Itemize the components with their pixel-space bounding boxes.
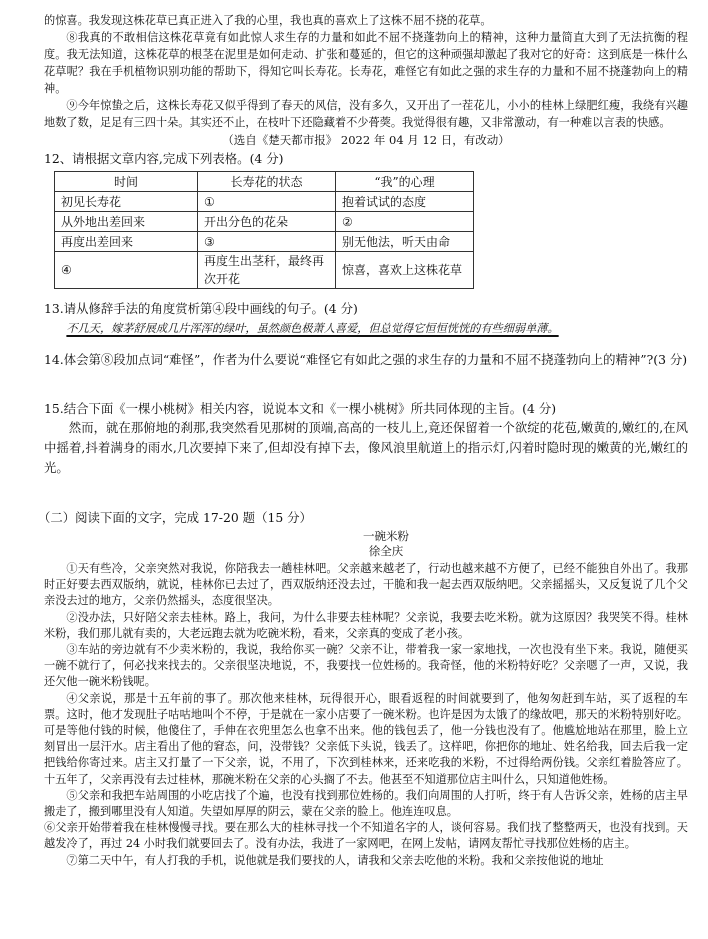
- table-cell: ④: [55, 252, 198, 289]
- article-paragraph: ⑦第二天中午，有人打我的手机，说他就是我们要找的人，请我和父亲去吃他的米粉。我和父亲按他说的地址: [66, 853, 604, 867]
- table-header-cell: 长寿花的状态: [198, 172, 336, 192]
- question-12-prompt: 12、请根据文章内容,完成下列表格。(4 分): [44, 151, 284, 166]
- article-paragraph: ②没办法，只好陪父亲去桂林。路上，我问，为什么非要去桂林呢？父亲说，我要去吃米粉。就为这原因？我哭笑不得。桂林米粉，我们那儿就有卖的，大老远跑去就为吃碗米粉，看来，父亲真的变成了老小孩。: [44, 610, 688, 640]
- source-citation: （选自《楚天都市报》 2022 年 04 月 12 日，有改动）: [222, 133, 510, 147]
- table-cell: 再度出差回来: [55, 232, 198, 252]
- article-title: 一碗米粉: [363, 529, 409, 543]
- table-header-cell: “我”的心理: [336, 172, 474, 192]
- table-cell: ②: [336, 212, 474, 232]
- table-cell: 初见长寿花: [55, 192, 198, 212]
- article-paragraph: ③车站的旁边就有不少卖米粉的，我说，我给你买一碗？父亲不让，带着我一家一家地找，一次也没有坐下来。我说，随便买一碗不就行了，何必找来找去的。父亲很坚决地说，不，我要找一位姓杨的。我奇怪，他的米粉特好吃？父亲嗯了一声，又说，我还欠他一碗米粉钱呢。: [44, 643, 688, 689]
- table-cell: 从外地出差回来: [55, 212, 198, 232]
- table-cell: 再度生出茎秆，最终再次开花: [198, 252, 336, 289]
- table-row: [55, 232, 474, 252]
- table-cell: 开出分色的花朵: [198, 212, 336, 232]
- question-14-prompt: 14.体会第⑧段加点词“难怪”，作者为什么要说“难怪它有如此之强的求生存的力量和不屈不挠蓬勃向上的精神”?(3 分): [44, 352, 688, 367]
- table-cell: 抱着试试的态度: [336, 192, 474, 212]
- continued-paragraph: 的惊喜。我发现这株花草已真正进入了我的心里，我也真的喜欢上了这株不屈不挠的花草。: [44, 14, 492, 27]
- table-cell: 别无他法，听天由命: [336, 232, 474, 252]
- article-paragraph: ④父亲说，那是十五年前的事了。那次他来桂林，玩得很开心，眼看返程的时间就要到了，他匆匆赶到车站，买了返程的车票。这时，他才发现肚子咕咕地叫个不停，于是就在一家小店要了一碗米粉。也许是因为太饿了的缘故吧，那天的米粉特别好吃。可是等他付钱的时候，他傻住了，手伸在衣兜里怎么也拿不出来。他的钱包丢了，他一分钱也没有了。他尴尬地站在那里，脸上立刻冒出一层汗水。店主看出了他的窘态，问，没带钱？父亲低下头说，钱丢了。这样吧，你把你的地址、姓名给我，回去后我一定把钱给你寄过来。店主又打量了一下父亲，说，不用了，下次到桂林来，还来吃我的米粉，不过得给两份钱。父亲红着脸答应了。十五年了，父亲再没有去过桂林，那碗米粉在父亲的心头搁了不去。他甚至不知道那位店主叫什么，只知道他姓杨。: [44, 691, 688, 786]
- section-2-heading: （二）阅读下面的文字，完成 17-20 题（15 分）: [38, 510, 312, 525]
- table-cell: 惊喜，喜欢上这株花草: [336, 252, 474, 289]
- paragraph-8: ⑧我真的不敢相信这株花草竟有如此惊人求生存的力量和如此不屈不挠蓬勃向上的精神，这种力量简直大到了无法抗衡的程度。我无法知道，这株花草的根茎在泥里是如何走动、扩张和蔓延的，但它的这种顽强却激起了我对它的好奇：这到底是一株什么花草呢？我在手机植物识别功能的帮助下，得知它叫长寿花。长寿花，难怪它有如此之强的求生存的力量和不屈不挠蓬勃向上的精神。: [44, 31, 688, 95]
- article-paragraph: ⑤父亲和我把车站周围的小吃店找了个遍，也没有找到那位姓杨的。我们向周围的人打听，终于有人告诉父亲，姓杨的店主早搬走了，搬到哪里没有人知道。失望如厚厚的阴云，蒙在父亲的脸上。他连连叹息。: [44, 788, 688, 819]
- underlined-sentence: 不几天，嫁茅舒展成几片浑浑的绿叶，虽然颜色极萧人喜爱，但总觉得它恒恒恍恍的有些细弱单薄。: [66, 322, 559, 335]
- article-body: [44, 561, 688, 869]
- question-15-prompt: 15.结合下面《一棵小桃树》相关内容，说说本文和《一棵小桃树》所共同体现的主旨。(4 分): [44, 401, 557, 416]
- paragraph-9: ⑨今年惊蛰之后，这株长寿花又似乎得到了春天的风信，没有多久，又开出了一茬花儿，小小的桂林上绿肥红瘦，我绕有兴趣地数了数，足足有三四十朵。其实还不止，在枝叶下还隐藏着不少蓇葖。我觉得很有趣，又非常激动，有一种难以言表的快感。: [44, 99, 688, 129]
- table-cell: ③: [198, 232, 336, 252]
- table-row: [55, 212, 474, 232]
- table-header-cell: 时间: [55, 172, 198, 192]
- article-paragraph: ①天有些冷，父亲突然对我说，你陪我去一趟桂林吧。父亲越来越老了，行动也越来越不方便了，已经不能独自外出了。我那时正好要去西双版纳，就说，桂林你已去过了，西双版纳还没去过，干脆和我一起去西双版纳吧。父亲摇摇头，又反复说了几个父亲没去过的地方，父亲仍然摇头，态度很坚决。: [44, 562, 688, 608]
- article-author: 徐全庆: [368, 544, 404, 558]
- table-row: [55, 252, 474, 289]
- excerpt-passage: 然而，就在那俯地的刹那,我突然看见那树的顶端,高高的一枝儿上,竟还保留着一个欲绽的花苞,嫩黄的,嫩红的,在风中摇着,抖着满身的雨水,几次要掉下来了,但却没有掉下去，像风浪里航道上的指示灯,闪着时隐时现的嫩黄的光,嫩红的光。: [44, 420, 688, 475]
- table-row: [55, 192, 474, 212]
- table-cell: ①: [198, 192, 336, 212]
- question-13-prompt: 13.请从修辞手法的角度赏析第④段中画线的句子。(4 分): [44, 301, 358, 316]
- article-paragraph: ⑥父亲开始带着我在桂林慢慢寻找。要在那么大的桂林寻找一个不知道名字的人，谈何容易。我们找了整整两天，也没有找到。天越发冷了，再过 24 小时我们就要回去了。没有办法，我进了一家网吧，在网上发帖，请网友帮忙寻找那位姓杨的店主。: [44, 821, 688, 851]
- question-12-table: [54, 171, 474, 289]
- table-header-row: [55, 172, 474, 192]
